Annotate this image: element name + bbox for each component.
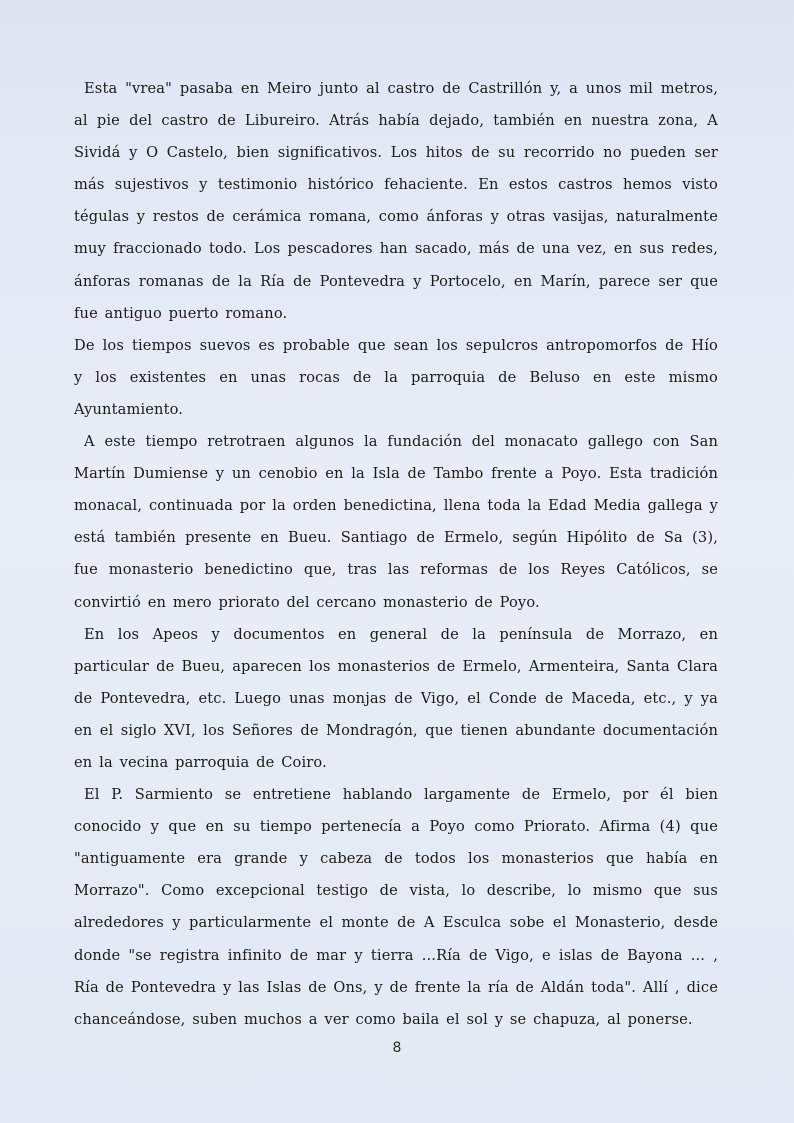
paragraph-5: El P. Sarmiento se entretiene hablando largamente de Ermelo, por él bien conocido y que en su tiempo pertenecía a Poyo como Priorato. Afirma (4) que "antiguamente era grande y cabeza de todos los monasterios que había en Morrazo". Como excepcional testigo de vista, lo describe, lo mismo que sus alrededores y particularmente el monte de A Esculca sobe el Monasterio, desde donde "se registra infinito de mar y tierra ...Ría de Vigo, e islas de Bayona ... , Ría de Pontevedra y las Islas de Ons, y de frente la ría de Aldán toda". Allí , dice chanceándose, suben muchos a ver como baila el sol y se chapuza, al ponerse.	[74, 786, 718, 1028]
paragraph-4: En los Apeos y documentos en general de la península de Morrazo, en particular de Bueu, aparecen los monasterios de Ermelo, Armenteira, Santa Clara de Pontevedra, etc. Luego unas monjas de Vigo, el Conde de Maceda, etc., y ya en el siglo XVI, los Señores de Mondragón, que tienen abundante documentación en la vecina parroquia de Coiro.	[74, 625, 718, 771]
document-body	[74, 73, 718, 1036]
paragraph-2: De los tiempos suevos es probable que sean los sepulcros antropomorfos de Hío y los existentes en unas rocas de la parroquia de Beluso en este mismo Ayuntamiento.	[74, 336, 718, 418]
page-number: 8	[392, 1040, 402, 1056]
paragraph-3: A este tiempo retrotraen algunos la fundación del monacato gallego con San Martín Dumiense y un cenobio en la Isla de Tambo frente a Poyo. Esta tradición monacal, continuada por la orden benedictina, llena toda la Edad Media gallega y está también presente en Bueu. Santiago de Ermelo, según Hipólito de Sa (3), fue monasterio benedictino que, tras las reformas de los Reyes Católicos, se convirtió en mero priorato del cercano monasterio de Poyo.	[74, 433, 718, 611]
paragraph-1: Esta "vrea" pasaba en Meiro junto al castro de Castrillón y, a unos mil metros, al pie del castro de Libureiro. Atrás había dejado, también en nuestra zona, A Sividá y O Castelo, bien significativos. Los hitos de su recorrido no pueden ser más sujestivos y testimonio histórico fehaciente. En estos castros hemos visto tégulas y restos de cerámica romana, como ánforas y otras vasijas, naturalmente muy fraccionado todo. Los pescadores han sacado, más de una vez, en sus redes, ánforas romanas de la Ría de Pontevedra y Portocelo, en Marín, parece ser que fue antiguo puerto romano.	[74, 80, 718, 322]
